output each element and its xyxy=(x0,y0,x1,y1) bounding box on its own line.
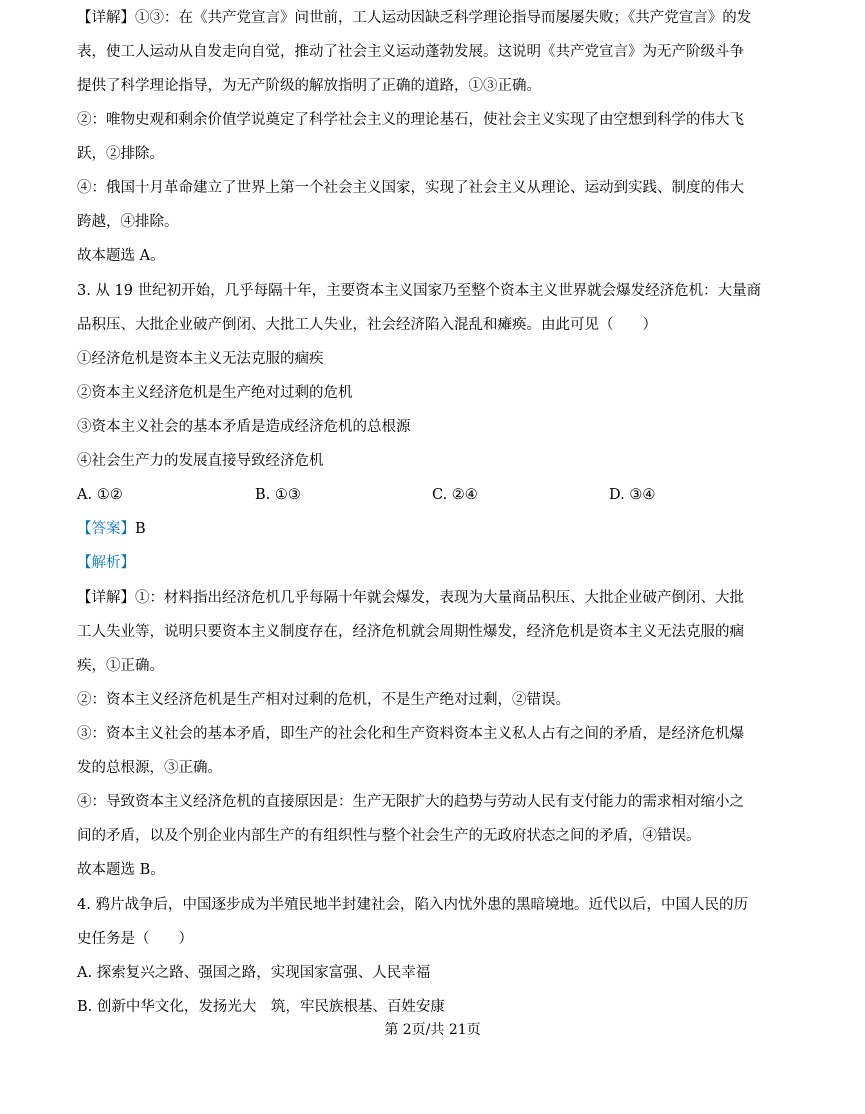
analysis-tag: 【解析】 xyxy=(77,555,135,571)
option-c: C. ②④ xyxy=(432,487,478,503)
detail-line: 发的总根源，③正确。 xyxy=(77,760,222,776)
detail-line: ③：资本主义社会的基本矛盾，即生产的社会化和生产资料资本主义私人占有之间的矛盾，是经济危机爆 xyxy=(77,726,744,742)
option-d: D. ③④ xyxy=(609,487,656,503)
answer-tag: 【答案】 xyxy=(77,521,135,537)
detail-line: 间的矛盾，以及个别企业内部生产的有组织性与整个社会生产的无政府状态之间的矛盾，④错误。 xyxy=(77,828,701,844)
option-b: B. ①③ xyxy=(255,487,301,503)
detail-line: ④：俄国十月革命建立了世界上第一个社会主义国家，实现了社会主义从理论、运动到实践、制度的伟大 xyxy=(77,180,744,196)
question-4-stem: 史任务是（ ） xyxy=(77,931,193,947)
statement-2: ②资本主义经济危机是生产绝对过剩的危机 xyxy=(77,385,353,401)
detail-line: ④：导致资本主义经济危机的直接原因是：生产无限扩大的趋势与劳动人民有支付能力的需求相对缩小之 xyxy=(77,794,744,810)
statement-1: ①经济危机是资本主义无法克服的痼疾 xyxy=(77,351,324,367)
question-4-option-b: B. 创新中华文化，发扬光大 筑，牢民族根基、百姓安康 xyxy=(77,999,445,1015)
page-footer: 第 2页/共 21页 xyxy=(384,1022,481,1038)
question-3-stem: 品积压、大批企业破产倒闭、大批工人失业，社会经济陷入混乱和瘫痪。由此可见（ ） xyxy=(77,317,657,333)
detail-line: 表，使工人运动从自发走向自觉，推动了社会主义运动蓬勃发展。这说明《共产党宣言》为无产阶级斗争 xyxy=(77,44,744,60)
statement-3: ③资本主义社会的基本矛盾是造成经济危机的总根源 xyxy=(77,419,411,435)
detail-line: 【详解】①：材料指出经济危机几乎每隔十年就会爆发，表现为大量商品积压、大批企业破产倒闭、大批 xyxy=(77,590,744,606)
detail-line: 工人失业等，说明只要资本主义制度存在，经济危机就会周期性爆发，经济危机是资本主义无法克服的痼 xyxy=(77,624,744,640)
detail-line: ②：资本主义经济危机是生产相对过剩的危机，不是生产绝对过剩，②错误。 xyxy=(77,692,570,708)
option-a: A. ①② xyxy=(77,487,123,503)
statement-4: ④社会生产力的发展直接导致经济危机 xyxy=(77,453,324,469)
detail-line: 跨越，④排除。 xyxy=(77,214,179,230)
detail-line: 疾，①正确。 xyxy=(77,658,164,674)
question-4-stem: 4. 鸦片战争后，中国逐步成为半殖民地半封建社会，陷入内忧外患的黑暗境地。近代以后，中国人民的历 xyxy=(77,897,748,913)
question-3-stem: 3. 从 19 世纪初开始，几乎每隔十年，主要资本主义国家乃至整个资本主义世界就会爆发经济危机：大量商 xyxy=(77,283,762,299)
detail-line: 跃，②排除。 xyxy=(77,146,164,162)
question-4-option-a: A. 探索复兴之路、强国之路，实现国家富强、人民幸福 xyxy=(77,965,431,981)
answer-value: B xyxy=(135,521,146,537)
conclusion-line: 故本题选 B。 xyxy=(77,862,165,878)
detail-line: 【详解】①③：在《共产党宣言》问世前，工人运动因缺乏科学理论指导而屡屡失败；《共产党宣言》的发 xyxy=(77,10,752,26)
detail-line: 提供了科学理论指导，为无产阶级的解放指明了正确的道路，①③正确。 xyxy=(77,78,541,94)
detail-line: ②：唯物史观和剩余价值学说奠定了科学社会主义的理论基石，使社会主义实现了由空想到科学的伟大飞 xyxy=(77,112,744,128)
conclusion-line: 故本题选 A。 xyxy=(77,248,165,264)
answer-line xyxy=(77,519,146,539)
